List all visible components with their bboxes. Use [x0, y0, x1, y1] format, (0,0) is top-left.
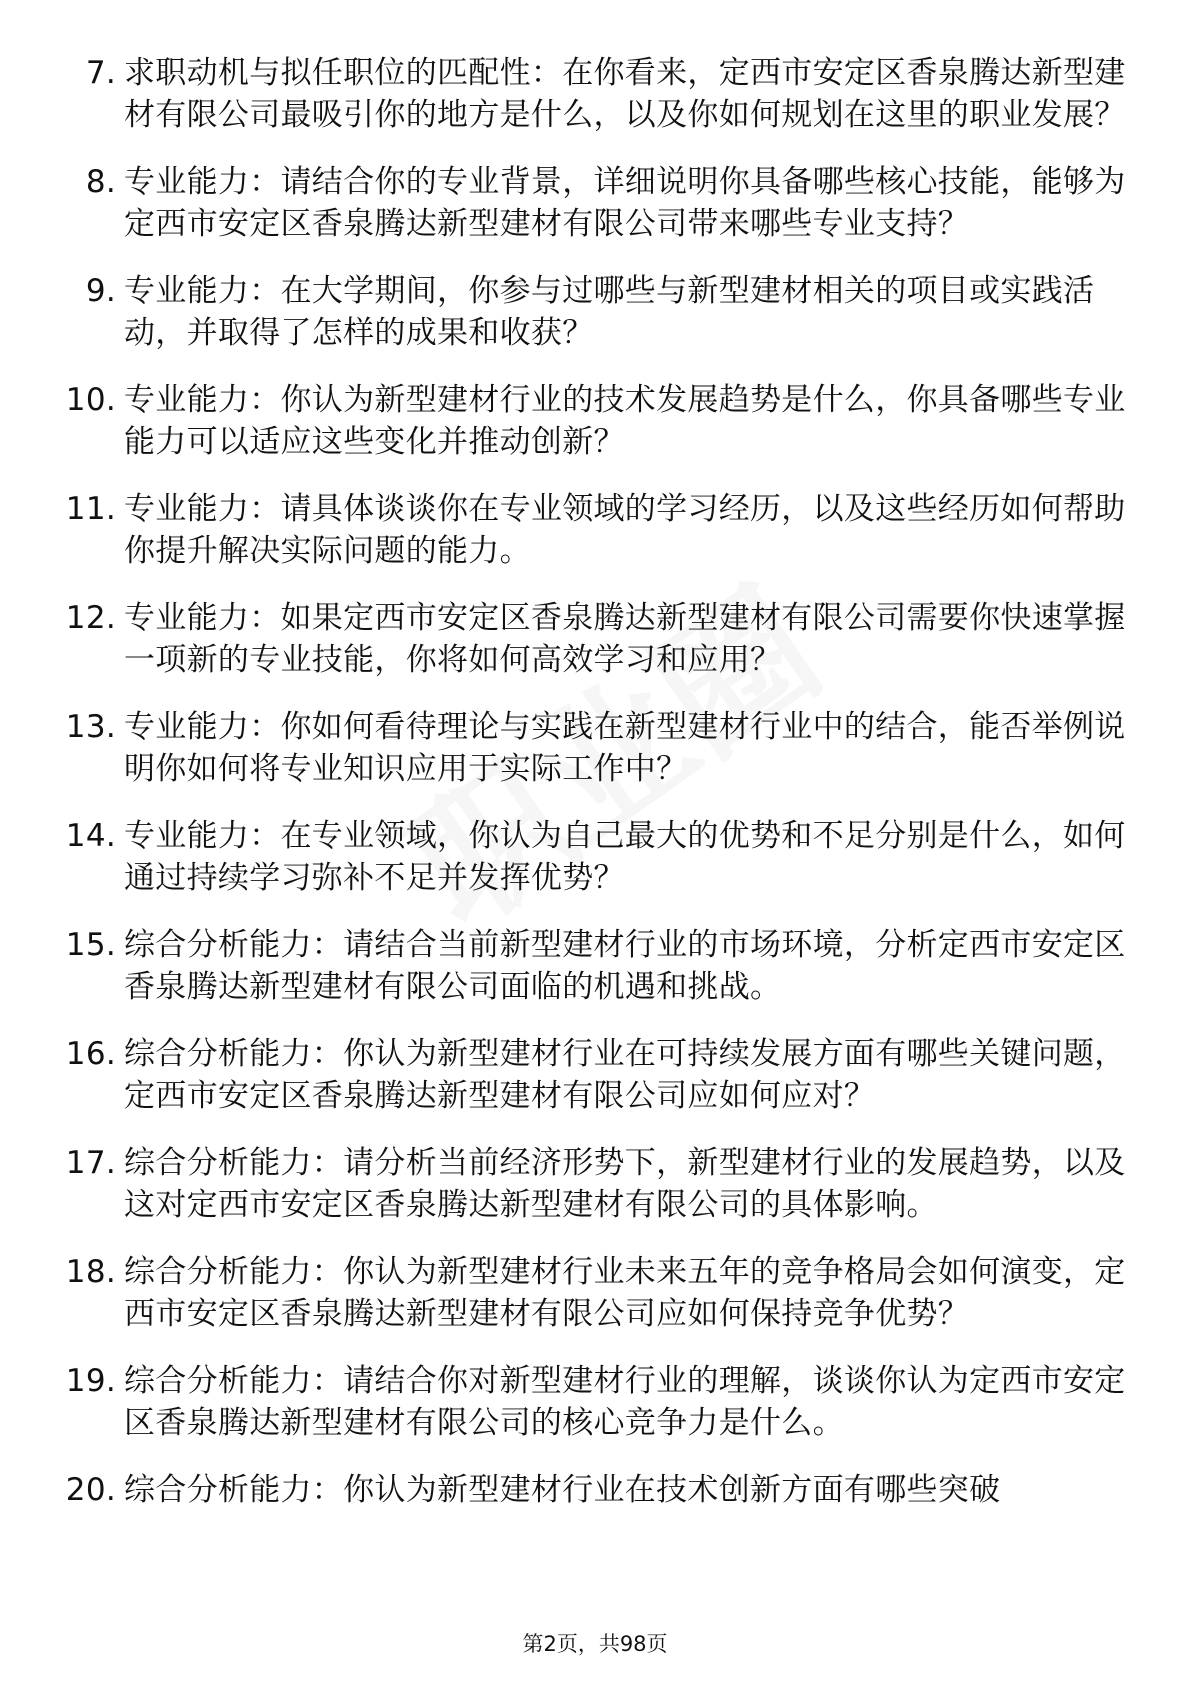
list-item — [60, 1033, 1130, 1117]
question-number: 7. — [85, 55, 116, 91]
question-number: 19. — [65, 1363, 116, 1399]
question-list — [60, 52, 1130, 1536]
question-text: 综合分析能力：你认为新型建材行业未来五年的竞争格局会如何演变，定西市安定区香泉腾达新型建材有限公司应如何保持竞争优势？ — [124, 1254, 1126, 1332]
question-text: 综合分析能力：你认为新型建材行业在技术创新方面有哪些突破 — [124, 1472, 1001, 1508]
list-item — [60, 815, 1130, 899]
question-text: 专业能力：如果定西市安定区香泉腾达新型建材有限公司需要你快速掌握一项新的专业技能，你将如何高效学习和应用？ — [124, 600, 1126, 678]
question-text: 专业能力：在大学期间，你参与过哪些与新型建材相关的项目或实践活动，并取得了怎样的成果和收获？ — [124, 273, 1095, 351]
question-number: 14. — [65, 818, 116, 854]
question-number: 17. — [65, 1145, 116, 1181]
list-item — [60, 924, 1130, 1008]
question-number: 16. — [65, 1036, 116, 1072]
question-text: 求职动机与拟任职位的匹配性：在你看来，定西市安定区香泉腾达新型建材有限公司最吸引你的地方是什么，以及你如何规划在这里的职业发展？ — [124, 55, 1126, 133]
question-number: 8. — [85, 164, 116, 200]
page-number: 第2页，共98页 — [522, 1632, 668, 1656]
question-number: 20. — [65, 1472, 116, 1508]
question-number: 9. — [85, 273, 116, 309]
question-number: 18. — [65, 1254, 116, 1290]
list-item — [60, 1142, 1130, 1226]
list-item — [60, 379, 1130, 463]
list-item — [60, 488, 1130, 572]
question-number: 10. — [65, 382, 116, 418]
list-item — [60, 1360, 1130, 1444]
question-number: 15. — [65, 927, 116, 963]
question-text: 专业能力：在专业领域，你认为自己最大的优势和不足分别是什么，如何通过持续学习弥补不足并发挥优势？ — [124, 818, 1126, 896]
question-text: 专业能力：你认为新型建材行业的技术发展趋势是什么，你具备哪些专业能力可以适应这些变化并推动创新？ — [124, 382, 1126, 460]
question-text: 综合分析能力：你认为新型建材行业在可持续发展方面有哪些关键问题，定西市安定区香泉腾达新型建材有限公司应如何应对？ — [124, 1036, 1126, 1114]
list-item — [60, 597, 1130, 681]
list-item — [60, 270, 1130, 354]
list-item — [60, 706, 1130, 790]
list-item — [60, 1251, 1130, 1335]
question-text: 专业能力：你如何看待理论与实践在新型建材行业中的结合，能否举例说明你如何将专业知识应用于实际工作中？ — [124, 709, 1126, 787]
question-text: 综合分析能力：请结合当前新型建材行业的市场环境，分析定西市安定区香泉腾达新型建材有限公司面临的机遇和挑战。 — [124, 927, 1126, 1005]
question-text: 专业能力：请具体谈谈你在专业领域的学习经历，以及这些经历如何帮助你提升解决实际问题的能力。 — [124, 491, 1126, 569]
list-item — [60, 161, 1130, 245]
question-text: 综合分析能力：请结合你对新型建材行业的理解，谈谈你认为定西市安定区香泉腾达新型建材有限公司的核心竞争力是什么。 — [124, 1363, 1126, 1441]
question-number: 12. — [65, 600, 116, 636]
list-item — [60, 52, 1130, 136]
question-text: 综合分析能力：请分析当前经济形势下，新型建材行业的发展趋势，以及这对定西市安定区香泉腾达新型建材有限公司的具体影响。 — [124, 1145, 1126, 1223]
question-text: 专业能力：请结合你的专业背景，详细说明你具备哪些核心技能，能够为定西市安定区香泉腾达新型建材有限公司带来哪些专业支持？ — [124, 164, 1126, 242]
question-number: 13. — [65, 709, 116, 745]
question-number: 11. — [65, 491, 116, 527]
list-item — [60, 1469, 1130, 1511]
